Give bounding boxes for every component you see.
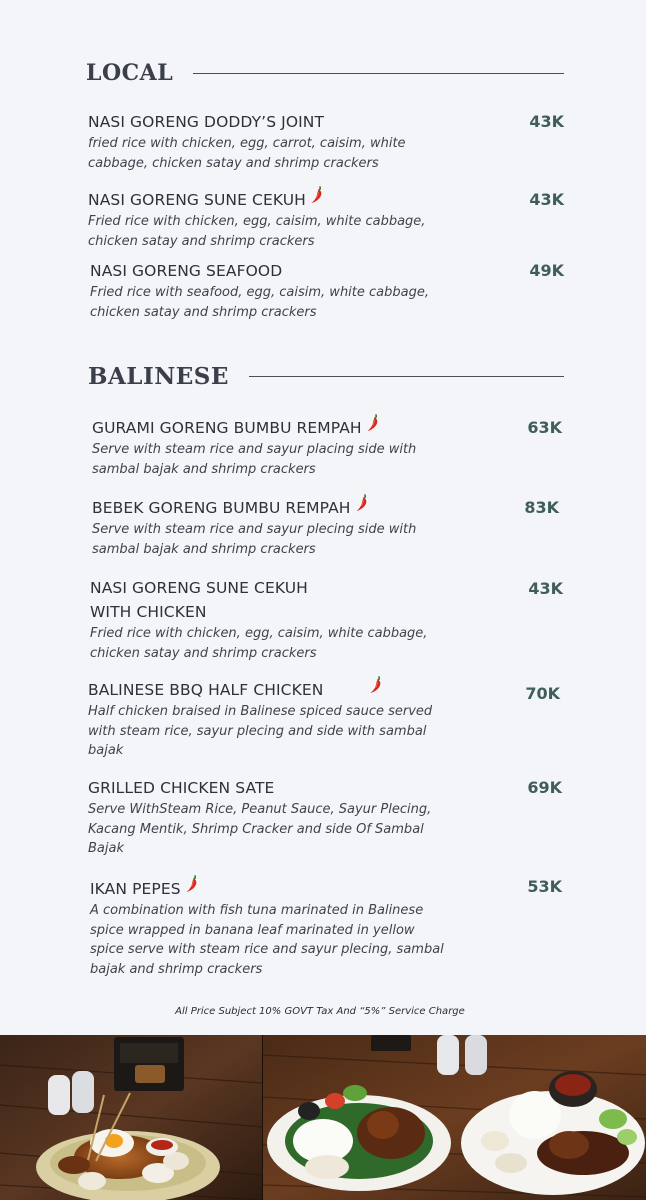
menu-item — [88, 110, 564, 173]
chili-pepper-icon — [366, 414, 380, 439]
item-description: Serve with steam rice and sayur placing side with sambal bajak and shrimp crackers — [92, 442, 417, 477]
food-photo-strip — [0, 1035, 646, 1200]
item-description: Fried rice with chicken, egg, caisim, white cabbage, chicken satay and shrimp crackers — [90, 626, 428, 661]
item-price: 43K — [529, 190, 564, 209]
section-title-balinese: BALINESE — [88, 363, 229, 390]
item-name: GURAMI GORENG BUMBU REMPAH — [92, 416, 452, 440]
section-title-local: LOCAL — [86, 60, 174, 86]
item-name: BALINESE BBQ HALF CHICKEN — [88, 678, 448, 702]
chili-pepper-icon — [369, 676, 383, 701]
item-price: 70K — [525, 684, 560, 703]
section-divider — [193, 73, 564, 74]
menu-item — [92, 416, 562, 479]
item-price: 43K — [528, 579, 563, 598]
item-name: NASI GORENG DODDY’S JOINT — [88, 113, 325, 131]
menu-item — [88, 776, 562, 859]
menu-item — [92, 496, 559, 559]
item-name: IKAN PEPES — [90, 877, 450, 901]
item-description: fried rice with chicken, egg, carrot, caisim, white cabbage, chicken satay and shrimp crackers — [88, 136, 406, 171]
item-description: Serve WithSteam Rice, Peanut Sauce, Sayur Plecing, Kacang Mentik, Shrimp Cracker and side Of Sambal Bajak — [88, 802, 432, 856]
menu-item — [90, 877, 562, 979]
menu-item — [88, 678, 560, 761]
section-divider — [249, 376, 564, 377]
item-name: BEBEK GORENG BUMBU REMPAH — [92, 496, 452, 520]
chili-pepper-icon — [355, 494, 369, 519]
chili-pepper-icon — [310, 186, 324, 211]
item-description: Serve with steam rice and sayur plecing side with sambal bajak and shrimp crackers — [92, 522, 417, 557]
food-photo-nasi-goreng — [0, 1035, 262, 1200]
menu-item — [90, 576, 563, 663]
item-name: NASI GORENG SEAFOOD — [90, 262, 283, 280]
item-description: Fried rice with chicken, egg, caisim, white cabbage, chicken satay and shrimp crackers — [88, 214, 426, 249]
item-description: A combination with fish tuna marinated in Balinese spice wrapped in banana leaf marinated in yellow spice serve with steam rice and sayur plecing, sambal bajak and shrimp crackers — [90, 903, 444, 977]
item-price: 69K — [527, 778, 562, 797]
food-photo-bebek-goreng — [262, 1035, 646, 1200]
item-name: NASI GORENG SUNE CEKUH — [88, 188, 448, 212]
tax-service-note: All Price Subject 10% GOVT Tax And “5%” Service Charge — [175, 1006, 465, 1017]
item-name: NASI GORENG SUNE CEKUH WITH CHICKEN — [90, 579, 308, 621]
item-description: Half chicken braised in Balinese spiced sauce served with steam rice, sayur plecing and side with sambal bajak — [88, 704, 433, 758]
section-header-balinese — [88, 363, 564, 390]
chili-pepper-icon — [185, 875, 199, 900]
menu-item — [90, 259, 564, 322]
item-price: 83K — [524, 498, 559, 517]
section-header-local — [86, 60, 564, 86]
item-price: 53K — [527, 877, 562, 896]
item-name: GRILLED CHICKEN SATE — [88, 779, 275, 797]
item-price: 49K — [529, 261, 564, 280]
item-price: 43K — [529, 112, 564, 131]
item-price: 63K — [527, 418, 562, 437]
menu-item — [88, 188, 564, 251]
item-description: Fried rice with seafood, egg, caisim, white cabbage, chicken satay and shrimp crackers — [90, 285, 429, 320]
